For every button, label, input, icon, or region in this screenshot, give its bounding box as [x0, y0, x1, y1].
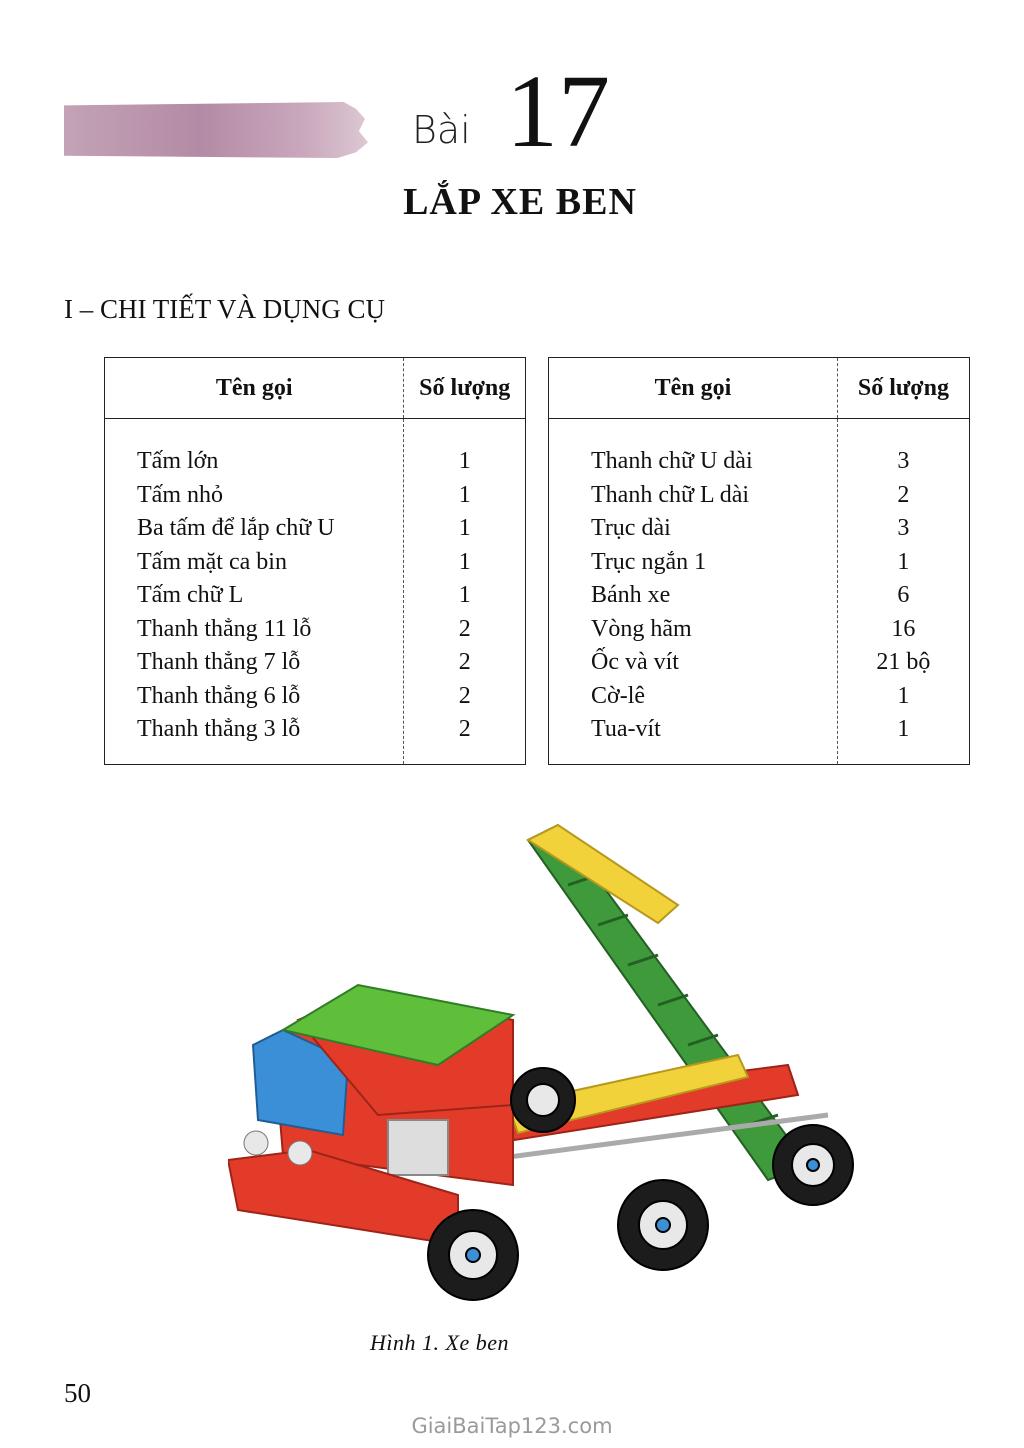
part-name: Tua-vít: [591, 716, 661, 742]
part-qty: 2: [458, 615, 471, 642]
part-qty: 1: [458, 481, 471, 508]
table-header-qty: Số lượng: [837, 358, 969, 419]
footer-watermark: GiaiBaiTap123.com: [411, 1414, 613, 1438]
lesson-title: LẮP XE BEN: [403, 181, 637, 223]
part-qty: 1: [458, 515, 471, 541]
part-qty: 1: [897, 682, 910, 709]
table-header-name: Tên gọi: [549, 358, 838, 419]
part-name: Thanh thẳng 6 lỗ: [137, 682, 301, 709]
part-qty: 1: [458, 582, 471, 608]
part-name: Trục ngắn 1: [591, 548, 707, 575]
parts-table-left: [104, 357, 526, 765]
part-name: Tấm chữ L: [137, 582, 244, 608]
part-qty: 1: [458, 548, 471, 575]
table-header-qty: Số lượng: [404, 358, 526, 419]
part-qty: 2: [897, 481, 910, 508]
part-name: Trục dài: [591, 515, 671, 541]
part-name: Thanh thẳng 3 lỗ: [137, 716, 301, 742]
lesson-number: 17: [506, 54, 610, 169]
part-name: Thanh thẳng 11 lỗ: [137, 615, 312, 642]
part-qty: 2: [458, 716, 471, 742]
name-column: [105, 419, 404, 765]
part-name: Ốc và vít: [591, 649, 679, 675]
qty-column: [404, 419, 526, 765]
figure-caption: Hình 1. Xe ben: [370, 1330, 509, 1355]
part-qty: 1: [897, 716, 910, 742]
part-qty: 6: [897, 582, 910, 608]
parts-table-right: [548, 357, 970, 765]
part-name: Thanh chữ L dài: [591, 481, 750, 508]
part-qty: 2: [458, 649, 471, 675]
part-name: Vòng hãm: [591, 615, 692, 642]
name-column: [549, 419, 838, 765]
part-name: Tấm nhỏ: [137, 481, 223, 508]
part-name: Cờ-lê: [591, 682, 646, 709]
part-qty: 1: [897, 548, 910, 575]
part-qty: 3: [897, 515, 910, 541]
lesson-word: Bài: [412, 108, 471, 152]
part-name: Ba tấm để lắp chữ U: [137, 515, 335, 541]
part-qty: 2: [458, 682, 471, 709]
part-name: Thanh chữ U dài: [591, 448, 753, 474]
part-name: Bánh xe: [591, 582, 671, 608]
title-brush-decoration: [64, 102, 368, 158]
table-header-name: Tên gọi: [105, 358, 404, 419]
part-name: Thanh thẳng 7 lỗ: [137, 649, 301, 675]
part-qty: 16: [891, 615, 916, 642]
page-number: 50: [64, 1378, 91, 1408]
dump-truck-illustration: [228, 815, 858, 1325]
part-qty: 1: [458, 448, 471, 474]
part-name: Tấm mặt ca bin: [137, 548, 287, 575]
section-heading: I – CHI TIẾT VÀ DỤNG CỤ: [64, 294, 385, 324]
qty-column: [837, 419, 969, 765]
part-name: Tấm lớn: [137, 448, 219, 474]
part-qty: 3: [897, 448, 910, 474]
part-qty: 21 bộ: [876, 649, 931, 675]
